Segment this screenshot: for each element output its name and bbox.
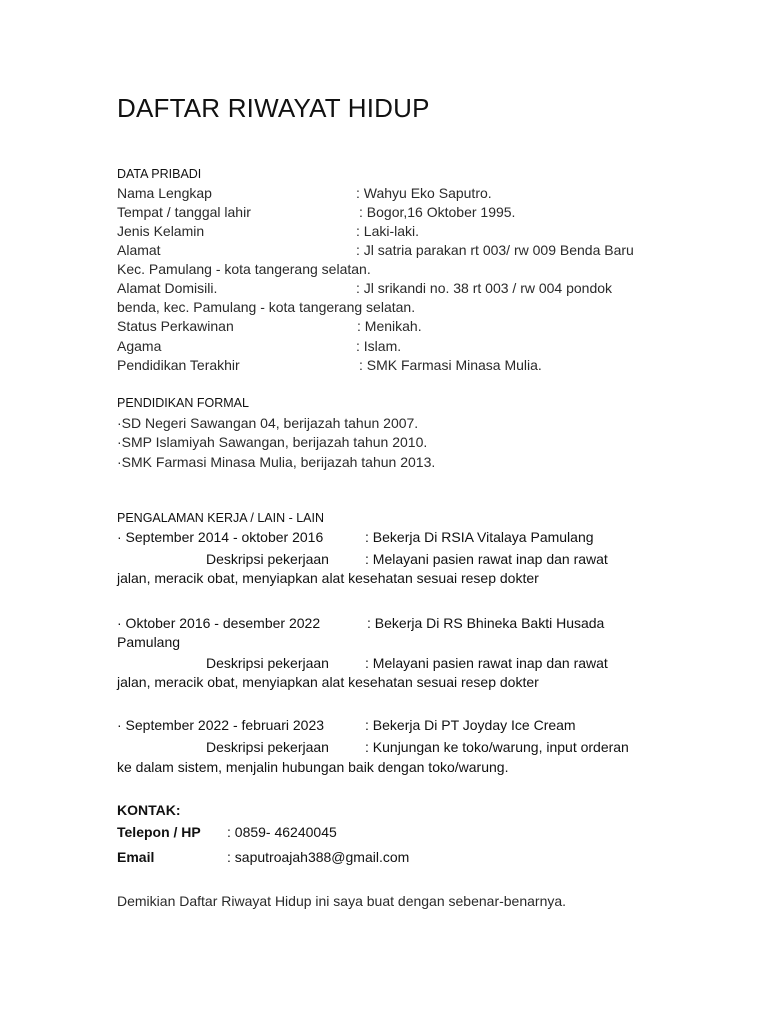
education-item: ·SD Negeri Sawangan 04, berijazah tahun 2007. xyxy=(117,415,419,431)
job-desc-continuation: jalan, meracik obat, menyiapkan alat kesehatan sesuai resep dokter xyxy=(117,570,539,586)
domisili-continuation: benda, kec. Pamulang - kota tangerang selatan. xyxy=(117,299,416,315)
ttl-value: : Bogor,16 Oktober 1995. xyxy=(359,204,516,220)
pendidikan-terakhir-value: : SMK Farmasi Minasa Mulia. xyxy=(359,357,542,373)
telepon-value: : 0859- 46240045 xyxy=(227,824,337,840)
jenis-kelamin-label: Jenis Kelamin xyxy=(117,223,205,239)
job-period: · September 2022 - februari 2023 xyxy=(117,717,325,733)
job-desc-continuation: jalan, meracik obat, menyiapkan alat kesehatan sesuai resep dokter xyxy=(117,674,539,690)
agama-label: Agama xyxy=(117,338,162,354)
telepon-label: Telepon / HP xyxy=(117,824,201,840)
section-heading-pendidikan-formal: PENDIDIKAN FORMAL xyxy=(117,396,249,410)
alamat-continuation: Kec. Pamulang - kota tangerang selatan. xyxy=(117,261,371,277)
education-item: ·SMK Farmasi Minasa Mulia, berijazah tahun 2013. xyxy=(117,454,436,470)
job-desc-value: : Melayani pasien rawat inap dan rawat xyxy=(365,655,608,671)
pendidikan-terakhir-label: Pendidikan Terakhir xyxy=(117,357,240,373)
closing-statement: Demikian Daftar Riwayat Hidup ini saya buat dengan sebenar-benarnya. xyxy=(117,893,567,909)
job-desc-continuation: ke dalam sistem, menjalin hubungan baik dengan toko/warung. xyxy=(117,759,509,775)
education-item: ·SMP Islamiyah Sawangan, berijazah tahun 2010. xyxy=(117,434,428,450)
nama-value: : Wahyu Eko Saputro. xyxy=(356,185,492,201)
job-place: : Bekerja Di RSIA Vitalaya Pamulang xyxy=(365,529,594,545)
job-place: : Bekerja Di RS Bhineka Bakti Husada xyxy=(367,615,605,631)
email-label: Email xyxy=(117,849,155,865)
alamat-value: : Jl satria parakan rt 003/ rw 009 Benda Baru xyxy=(356,242,634,258)
job-place-continuation: Pamulang xyxy=(117,634,181,650)
status-label: Status Perkawinan xyxy=(117,318,234,334)
section-heading-data-pribadi: DATA PRIBADI xyxy=(117,167,202,181)
job-desc-label: Deskripsi pekerjaan xyxy=(206,739,329,755)
section-heading-kontak: KONTAK: xyxy=(117,802,181,818)
document-title: DAFTAR RIWAYAT HIDUP xyxy=(117,93,430,123)
section-heading-pengalaman: PENGALAMAN KERJA / LAIN - LAIN xyxy=(117,511,325,525)
job-desc-value: : Melayani pasien rawat inap dan rawat xyxy=(365,551,608,567)
domisili-value: : Jl srikandi no. 38 rt 003 / rw 004 pondok xyxy=(356,280,613,296)
agama-value: : Islam. xyxy=(356,338,402,354)
job-desc-value: : Kunjungan ke toko/warung, input orderan xyxy=(365,739,629,755)
ttl-label: Tempat / tanggal lahir xyxy=(117,204,251,220)
job-period: · Oktober 2016 - desember 2022 xyxy=(117,615,321,631)
job-desc-label: Deskripsi pekerjaan xyxy=(206,655,329,671)
email-value: : saputroajah388@gmail.com xyxy=(227,849,410,865)
nama-label: Nama Lengkap xyxy=(117,185,212,201)
job-desc-label: Deskripsi pekerjaan xyxy=(206,551,329,567)
job-place: : Bekerja Di PT Joyday Ice Cream xyxy=(365,717,576,733)
alamat-label: Alamat xyxy=(117,242,161,258)
status-value: : Menikah. xyxy=(357,318,422,334)
job-period: · September 2014 - oktober 2016 xyxy=(117,529,324,545)
jenis-kelamin-value: : Laki-laki. xyxy=(356,223,420,239)
domisili-label: Alamat Domisili. xyxy=(117,280,218,296)
